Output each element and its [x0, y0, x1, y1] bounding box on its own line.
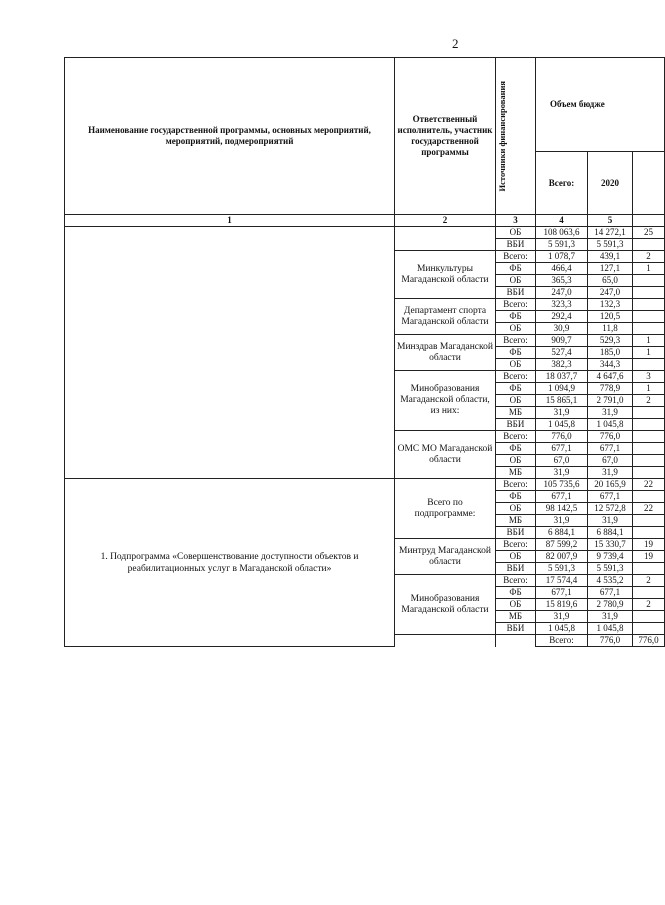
header-name: Наименование государственной программы, основных мероприятий, мероприятий, подмероприятий: [65, 58, 395, 215]
executor-cell-continued: [395, 227, 496, 251]
source-cell: МБ: [496, 407, 536, 419]
next-year-cell: [633, 563, 665, 575]
total-cell: 382,3: [536, 359, 588, 371]
year-2020-cell: 247,0: [588, 287, 633, 299]
source-cell: ОБ: [496, 551, 536, 563]
total-cell: 776,0: [588, 635, 633, 647]
source-cell: Всего:: [496, 575, 536, 587]
total-cell: 31,9: [536, 467, 588, 479]
source-cell: ФБ: [496, 311, 536, 323]
year-2020-cell: 4 535,2: [588, 575, 633, 587]
next-year-cell: 1: [633, 347, 665, 359]
source-cell: Всего:: [536, 635, 588, 647]
source-cell: Всего:: [496, 479, 536, 491]
next-year-cell: 19: [633, 539, 665, 551]
next-year-cell: 1: [633, 383, 665, 395]
source-cell: Всего:: [496, 335, 536, 347]
year-2020-cell: 677,1: [588, 491, 633, 503]
total-cell: 677,1: [536, 443, 588, 455]
source-cell: ОБ: [496, 395, 536, 407]
total-cell: 31,9: [536, 407, 588, 419]
year-2020-cell: 20 165,9: [588, 479, 633, 491]
budget-table-container: [64, 57, 665, 647]
header-executor: Ответственный исполнитель, участник государственной программы: [395, 58, 496, 215]
source-cell: ОБ: [496, 503, 536, 515]
next-year-cell: [633, 323, 665, 335]
year-2020-cell: 185,0: [588, 347, 633, 359]
executor-mintrud: Минтруд Магаданской области: [395, 539, 496, 575]
budget-table: [64, 57, 665, 647]
column-number: 5: [588, 215, 633, 227]
total-cell: 67,0: [536, 455, 588, 467]
year-2020-cell: 529,3: [588, 335, 633, 347]
year-2020-cell: 677,1: [588, 587, 633, 599]
total-cell: 677,1: [536, 491, 588, 503]
year-2020-cell: 6 884,1: [588, 527, 633, 539]
source-cell: ФБ: [496, 587, 536, 599]
next-year-cell: 25: [633, 227, 665, 239]
program-cell-continued: [65, 227, 395, 479]
year-2020-cell: 65,0: [588, 275, 633, 287]
next-year-cell: 2: [633, 251, 665, 263]
year-2020-cell: 132,3: [588, 299, 633, 311]
executor-total-subprogram: Всего по подпрограмме:: [395, 479, 496, 539]
total-cell: 365,3: [536, 275, 588, 287]
year-2020-cell: 4 647,6: [588, 371, 633, 383]
total-cell: 1 094,9: [536, 383, 588, 395]
table-row: [65, 479, 665, 491]
next-year-cell: [633, 359, 665, 371]
total-cell: 1 078,7: [536, 251, 588, 263]
next-year-cell: [633, 623, 665, 635]
next-year-cell: [633, 467, 665, 479]
source-cell: ВБИ: [496, 287, 536, 299]
source-cell: ОБ: [496, 323, 536, 335]
year-2020-cell: 14 272,1: [588, 227, 633, 239]
next-year-cell: [633, 491, 665, 503]
year-2020-cell: 439,1: [588, 251, 633, 263]
column-number: 2: [395, 215, 496, 227]
total-cell: 466,4: [536, 263, 588, 275]
next-year-cell: [633, 311, 665, 323]
year-2020-cell: 31,9: [588, 467, 633, 479]
source-cell: МБ: [496, 515, 536, 527]
total-cell: 1 045,8: [536, 419, 588, 431]
page-number: 2: [452, 36, 459, 51]
next-year-cell: [633, 611, 665, 623]
source-cell: ФБ: [496, 263, 536, 275]
year-2020-cell: 12 572,8: [588, 503, 633, 515]
executor-minzdrav: Минздрав Магаданской области: [395, 335, 496, 371]
next-year-cell: 22: [633, 479, 665, 491]
year-2020-cell: 9 739,4: [588, 551, 633, 563]
source-cell: Всего:: [496, 539, 536, 551]
total-cell: 292,4: [536, 311, 588, 323]
year-2020-cell: 1 045,8: [588, 623, 633, 635]
year-2020-cell: 776,0: [633, 635, 665, 647]
total-cell: 909,7: [536, 335, 588, 347]
header-next-year: [633, 152, 665, 215]
year-2020-cell: 127,1: [588, 263, 633, 275]
table-row: [65, 227, 665, 239]
next-year-cell: 22: [633, 503, 665, 515]
source-cell: Всего:: [496, 251, 536, 263]
total-cell: 82 007,9: [536, 551, 588, 563]
year-2020-cell: 67,0: [588, 455, 633, 467]
header-source-text: Источники финансирования: [497, 80, 507, 192]
next-year-cell: [633, 443, 665, 455]
next-year-cell: [633, 587, 665, 599]
year-2020-cell: 778,9: [588, 383, 633, 395]
year-2020-cell: 15 330,7: [588, 539, 633, 551]
source-cell: ОБ: [496, 275, 536, 287]
total-cell: 17 574,4: [536, 575, 588, 587]
source-cell: ОБ: [496, 455, 536, 467]
total-cell: 30,9: [536, 323, 588, 335]
source-cell: ФБ: [496, 443, 536, 455]
year-2020-cell: 31,9: [588, 407, 633, 419]
total-cell: 98 142,5: [536, 503, 588, 515]
source-cell: ВБИ: [496, 623, 536, 635]
year-2020-cell: 5 591,3: [588, 563, 633, 575]
total-cell: 31,9: [536, 611, 588, 623]
year-2020-cell: 2 791,0: [588, 395, 633, 407]
year-2020-cell: 2 780,9: [588, 599, 633, 611]
total-cell: 776,0: [536, 431, 588, 443]
year-2020-cell: 5 591,3: [588, 239, 633, 251]
year-2020-cell: 11,8: [588, 323, 633, 335]
executor-sport: Департамент спорта Магаданской области: [395, 299, 496, 335]
total-cell: 105 735,6: [536, 479, 588, 491]
header-source: [496, 58, 536, 215]
next-year-cell: [633, 275, 665, 287]
subprogram-1-title: 1. Подпрограмма «Совершенствование доступности объектов и реабилитационных услуг в Магаданской области»: [65, 479, 395, 647]
total-cell: 5 591,3: [536, 239, 588, 251]
source-cell: ВБИ: [496, 239, 536, 251]
column-number: 4: [536, 215, 588, 227]
next-year-cell: [633, 527, 665, 539]
total-cell: 527,4: [536, 347, 588, 359]
total-cell: 247,0: [536, 287, 588, 299]
executor-mincult: Минкультуры Магаданской области: [395, 251, 496, 299]
executor-cell-next: [496, 635, 536, 647]
source-cell: МБ: [496, 467, 536, 479]
next-year-cell: [633, 431, 665, 443]
program-cell-next: [395, 635, 496, 647]
source-cell: Всего:: [496, 431, 536, 443]
column-number-row: [65, 215, 665, 227]
executor-minobr: Минобразования Магаданской области: [395, 575, 496, 635]
source-cell: ОБ: [496, 227, 536, 239]
next-year-cell: [633, 407, 665, 419]
next-year-cell: 3: [633, 371, 665, 383]
year-2020-cell: 677,1: [588, 443, 633, 455]
executor-minobr-iz: Минобразования Магаданской области, из них:: [395, 371, 496, 431]
source-cell: ВБИ: [496, 527, 536, 539]
source-cell: ФБ: [496, 383, 536, 395]
total-cell: 323,3: [536, 299, 588, 311]
source-cell: ФБ: [496, 491, 536, 503]
header-total: Всего:: [536, 152, 588, 215]
next-year-cell: 2: [633, 575, 665, 587]
total-cell: 15 819,6: [536, 599, 588, 611]
total-cell: 6 884,1: [536, 527, 588, 539]
next-year-cell: [633, 299, 665, 311]
year-2020-cell: 31,9: [588, 515, 633, 527]
next-year-cell: [633, 515, 665, 527]
total-cell: 15 865,1: [536, 395, 588, 407]
year-2020-cell: 31,9: [588, 611, 633, 623]
column-number: 3: [496, 215, 536, 227]
source-cell: Всего:: [496, 299, 536, 311]
next-year-cell: 2: [633, 599, 665, 611]
year-2020-cell: 1 045,8: [588, 419, 633, 431]
total-cell: 677,1: [536, 587, 588, 599]
next-year-cell: [633, 455, 665, 467]
total-cell: 31,9: [536, 515, 588, 527]
source-cell: ФБ: [496, 347, 536, 359]
executor-oms: ОМС МО Магаданской области: [395, 431, 496, 479]
total-cell: 87 599,2: [536, 539, 588, 551]
total-cell: 108 063,6: [536, 227, 588, 239]
year-2020-cell: 120,5: [588, 311, 633, 323]
year-2020-cell: 344,3: [588, 359, 633, 371]
next-year-cell: 2: [633, 395, 665, 407]
next-year-cell: [633, 419, 665, 431]
next-year-cell: [633, 239, 665, 251]
header-budget-group: Объем бюдже: [536, 58, 665, 152]
source-cell: ОБ: [496, 359, 536, 371]
next-year-cell: 19: [633, 551, 665, 563]
next-year-cell: [633, 287, 665, 299]
source-cell: ОБ: [496, 599, 536, 611]
total-cell: 5 591,3: [536, 563, 588, 575]
column-number: 1: [65, 215, 395, 227]
header-year-2020: 2020: [588, 152, 633, 215]
total-cell: 1 045,8: [536, 623, 588, 635]
next-year-cell: 1: [633, 335, 665, 347]
source-cell: Всего:: [496, 371, 536, 383]
next-year-cell: 1: [633, 263, 665, 275]
source-cell: ВБИ: [496, 419, 536, 431]
source-cell: ВБИ: [496, 563, 536, 575]
total-cell: 18 037,7: [536, 371, 588, 383]
source-cell: МБ: [496, 611, 536, 623]
year-2020-cell: 776,0: [588, 431, 633, 443]
column-number: [633, 215, 665, 227]
